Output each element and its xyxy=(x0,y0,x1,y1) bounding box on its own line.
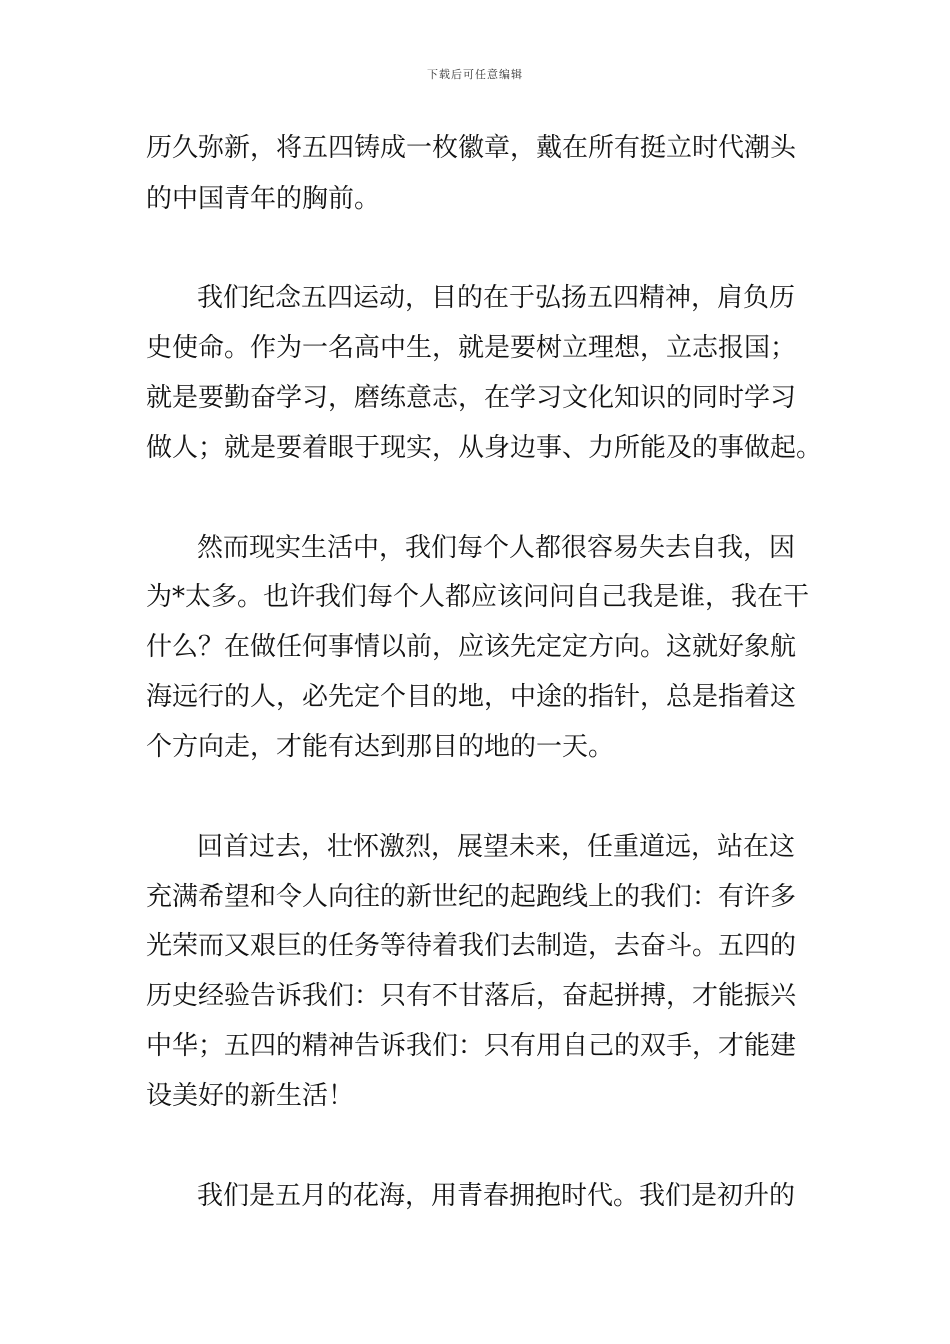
paragraph-2-line-4: 做人；就是要着眼于现实，从身边事、力所能及的事做起。 xyxy=(146,433,823,463)
paragraph-4-line-1: 回首过去，壮怀激烈，展望未来，任重道远，站在这 xyxy=(197,832,796,862)
paragraph-3-line-3: 什么？在做任何事情以前，应该先定定方向。这就好象航 xyxy=(146,632,797,662)
paragraph-3-line-5: 个方向走，才能有达到那目的地的一天。 xyxy=(146,732,615,762)
paragraph-5-line-1: 我们是五月的花海，用青春拥抱时代。我们是初升的 xyxy=(197,1181,796,1211)
page-header: 下载后可任意编辑 xyxy=(427,68,523,81)
paragraph-3-line-4: 海远行的人，必先定个目的地，中途的指针，总是指着这 xyxy=(146,682,797,712)
paragraph-2-line-1: 我们纪念五四运动，目的在于弘扬五四精神，肩负历 xyxy=(197,283,796,313)
paragraph-4-line-5: 中华；五四的精神告诉我们：只有用自己的双手，才能建 xyxy=(146,1031,797,1061)
paragraph-2-line-3: 就是要勤奋学习，磨练意志，在学习文化知识的同时学习 xyxy=(146,383,797,413)
paragraph-1-line-1: 历久弥新，将五四铸成一枚徽章，戴在所有挺立时代潮头 xyxy=(146,133,797,163)
paragraph-1-line-2: 的中国青年的胸前。 xyxy=(146,184,381,214)
paragraph-4-line-2: 充满希望和令人向往的新世纪的起跑线上的我们：有许多 xyxy=(146,882,797,912)
paragraph-4-line-3: 光荣而又艰巨的任务等待着我们去制造，去奋斗。五四的 xyxy=(146,931,797,961)
paragraph-4-line-6: 设美好的新生活！ xyxy=(146,1081,355,1111)
paragraph-4-line-4: 历史经验告诉我们：只有不甘落后，奋起拼搏，才能振兴 xyxy=(146,981,797,1011)
paragraph-2-line-2: 史使命。作为一名高中生，就是要树立理想，立志报国； xyxy=(146,333,797,363)
paragraph-3-line-1: 然而现实生活中，我们每个人都很容易失去自我，因 xyxy=(197,533,796,563)
paragraph-3-line-2: 为*太多。也许我们每个人都应该问问自己我是谁，我在干 xyxy=(146,582,810,612)
